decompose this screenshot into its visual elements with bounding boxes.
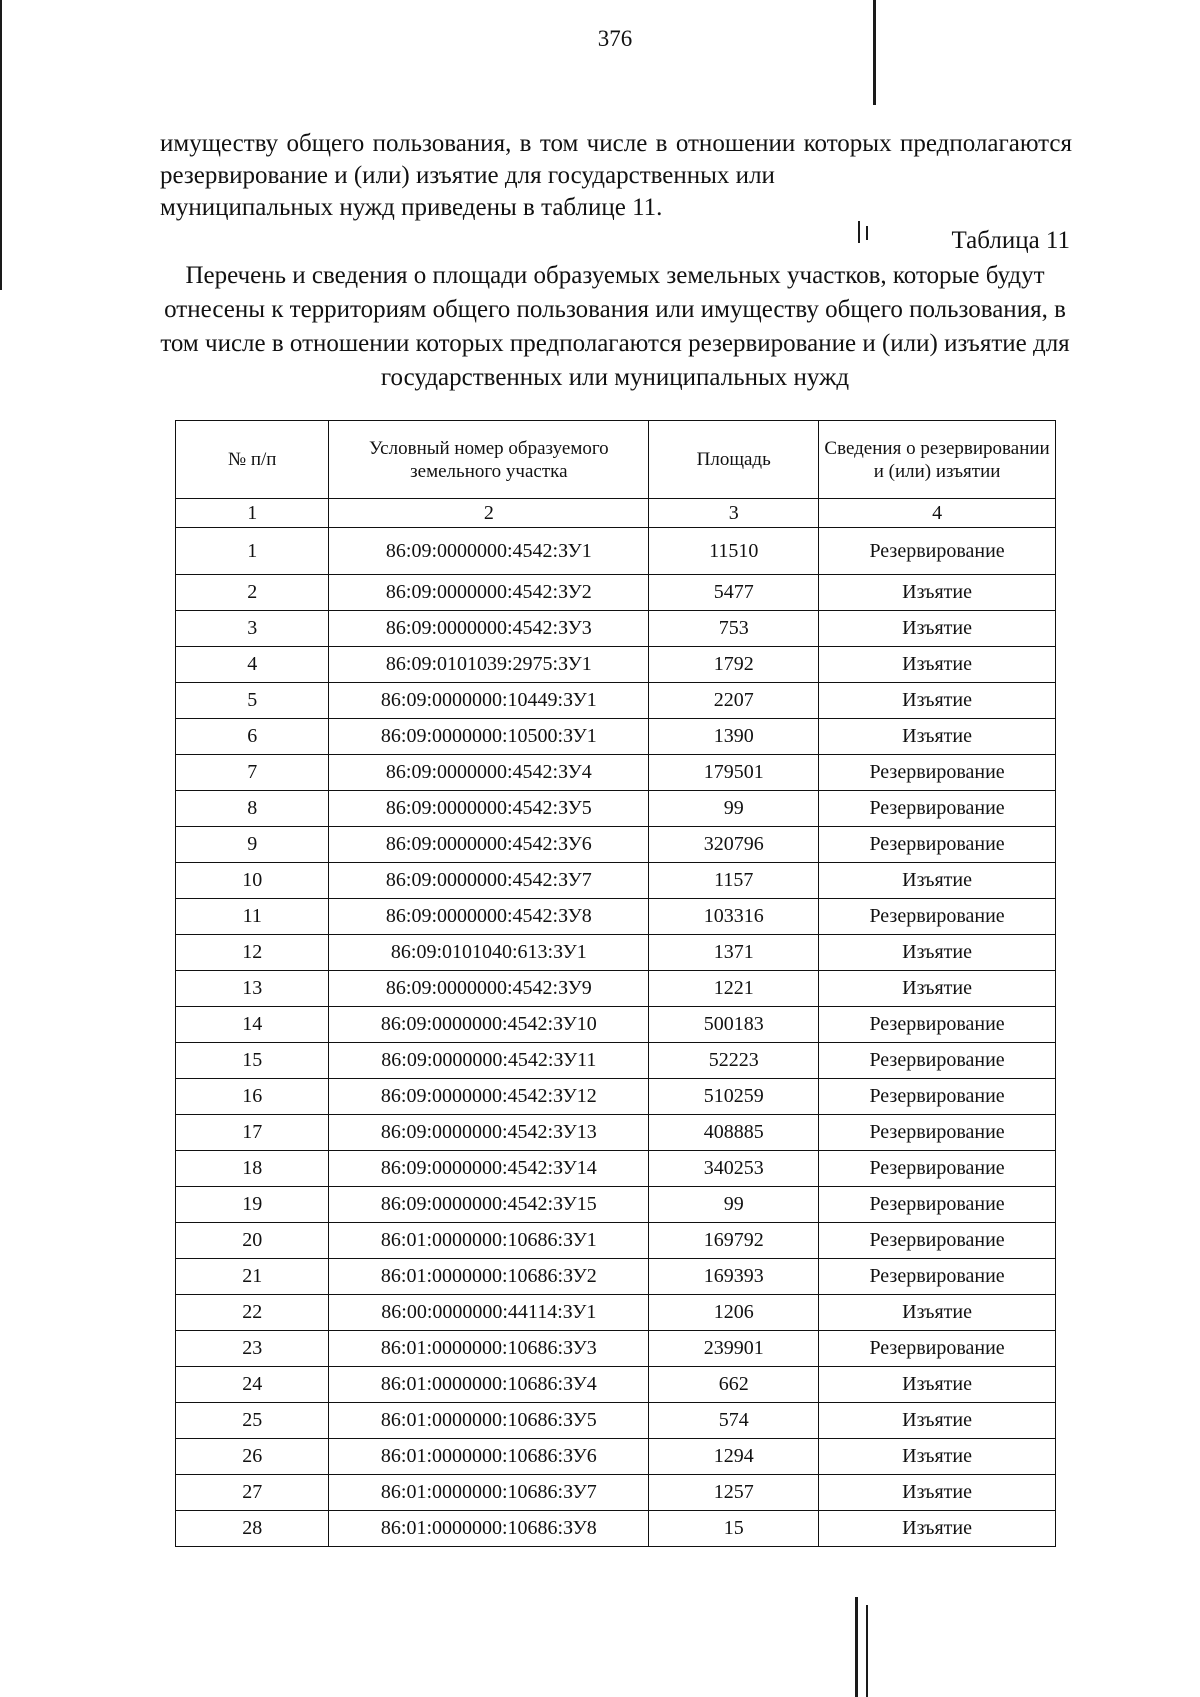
- cell-plot-id: 86:01:0000000:10686:ЗУ4: [329, 1367, 649, 1403]
- cell-area: 1294: [649, 1439, 819, 1475]
- cell-area: 5477: [649, 575, 819, 611]
- cell-plot-id: 86:09:0000000:4542:ЗУ7: [329, 863, 649, 899]
- table-title: Перечень и сведения о площади образуемых земельных участков, которые будут отнесены к территориям общего пользования или имуществу общего пользования, в том числе в отношении которых предполагаются резервирование и (или) изъятие для государственных или муниципальных нужд: [160, 262, 1070, 391]
- cell-info: Изъятие: [819, 1439, 1056, 1475]
- table-row: [176, 1115, 1056, 1151]
- cell-number: 10: [176, 863, 329, 899]
- cell-area: 510259: [649, 1079, 819, 1115]
- cell-number: 18: [176, 1151, 329, 1187]
- cell-plot-id: 86:09:0000000:4542:ЗУ9: [329, 971, 649, 1007]
- cell-plot-id: 86:01:0000000:10686:ЗУ6: [329, 1439, 649, 1475]
- cell-number: 21: [176, 1259, 329, 1295]
- cell-info: Резервирование: [819, 1079, 1056, 1115]
- cell-plot-id: 86:09:0000000:10500:ЗУ1: [329, 719, 649, 755]
- cell-area: 320796: [649, 827, 819, 863]
- cell-number: 17: [176, 1115, 329, 1151]
- table-row: [176, 575, 1056, 611]
- table-row: [176, 647, 1056, 683]
- cell-area: 500183: [649, 1007, 819, 1043]
- cell-info: Резервирование: [819, 1043, 1056, 1079]
- cell-area: 1206: [649, 1295, 819, 1331]
- cell-plot-id: 86:09:0000000:4542:ЗУ6: [329, 827, 649, 863]
- cell-plot-id: 86:09:0000000:4542:ЗУ3: [329, 611, 649, 647]
- column-number: 4: [819, 499, 1056, 528]
- cell-number: 4: [176, 647, 329, 683]
- cell-info: Резервирование: [819, 1151, 1056, 1187]
- intro-text: имуществу общего пользования, в том числе в отношении которых предполагаются резервирование и (или) изъятие для государственных или: [160, 130, 1072, 189]
- cell-plot-id: 86:09:0000000:4542:ЗУ14: [329, 1151, 649, 1187]
- table-row: [176, 863, 1056, 899]
- cell-number: 26: [176, 1439, 329, 1475]
- cell-plot-id: 86:01:0000000:10686:ЗУ2: [329, 1259, 649, 1295]
- cell-number: 5: [176, 683, 329, 719]
- table-row: [176, 683, 1056, 719]
- header-number: № п/п: [176, 421, 329, 499]
- cell-info: Резервирование: [819, 1331, 1056, 1367]
- cell-info: Изъятие: [819, 647, 1056, 683]
- cell-plot-id: 86:09:0101040:613:ЗУ1: [329, 935, 649, 971]
- header-info: Сведения о резервировании и (или) изъятии: [819, 421, 1056, 499]
- table-row: [176, 791, 1056, 827]
- cell-info: Резервирование: [819, 1223, 1056, 1259]
- cell-number: 20: [176, 1223, 329, 1259]
- cell-plot-id: 86:09:0000000:4542:ЗУ10: [329, 1007, 649, 1043]
- cell-area: 340253: [649, 1151, 819, 1187]
- column-number: 2: [329, 499, 649, 528]
- cell-area: 1371: [649, 935, 819, 971]
- cell-info: Изъятие: [819, 1295, 1056, 1331]
- cell-area: 1390: [649, 719, 819, 755]
- binding-mark: [866, 226, 868, 240]
- binding-mark: [858, 221, 860, 243]
- table-row: [176, 1367, 1056, 1403]
- binding-mark: [873, 0, 876, 105]
- cell-number: 22: [176, 1295, 329, 1331]
- table-row: [176, 1511, 1056, 1547]
- cell-info: Резервирование: [819, 1007, 1056, 1043]
- cell-area: 169792: [649, 1223, 819, 1259]
- cell-number: 24: [176, 1367, 329, 1403]
- table-row: [176, 1043, 1056, 1079]
- cell-number: 16: [176, 1079, 329, 1115]
- table-row: [176, 1403, 1056, 1439]
- table-caption: Таблица 11: [951, 227, 1070, 254]
- cell-plot-id: 86:09:0000000:4542:ЗУ5: [329, 791, 649, 827]
- cell-plot-id: 86:09:0000000:4542:ЗУ11: [329, 1043, 649, 1079]
- cell-info: Изъятие: [819, 1511, 1056, 1547]
- cell-info: Изъятие: [819, 719, 1056, 755]
- table-row: [176, 755, 1056, 791]
- column-number: 1: [176, 499, 329, 528]
- binding-mark: [866, 1605, 868, 1697]
- cell-number: 6: [176, 719, 329, 755]
- cell-plot-id: 86:01:0000000:10686:ЗУ3: [329, 1331, 649, 1367]
- table-row: [176, 1007, 1056, 1043]
- cell-plot-id: 86:01:0000000:10686:ЗУ5: [329, 1403, 649, 1439]
- cell-number: 2: [176, 575, 329, 611]
- table-row: [176, 611, 1056, 647]
- cell-plot-id: 86:09:0000000:4542:ЗУ15: [329, 1187, 649, 1223]
- cell-number: 8: [176, 791, 329, 827]
- cell-number: 14: [176, 1007, 329, 1043]
- cell-info: Изъятие: [819, 1403, 1056, 1439]
- table-row: [176, 1187, 1056, 1223]
- cell-area: 408885: [649, 1115, 819, 1151]
- cell-info: Резервирование: [819, 827, 1056, 863]
- cell-number: 13: [176, 971, 329, 1007]
- cell-number: 23: [176, 1331, 329, 1367]
- cell-area: 753: [649, 611, 819, 647]
- header-area: Площадь: [649, 421, 819, 499]
- cell-area: 179501: [649, 755, 819, 791]
- cell-number: 19: [176, 1187, 329, 1223]
- cell-info: Изъятие: [819, 1367, 1056, 1403]
- cell-area: 1157: [649, 863, 819, 899]
- cell-number: 3: [176, 611, 329, 647]
- cell-area: 15: [649, 1511, 819, 1547]
- table-row: [176, 1331, 1056, 1367]
- cell-info: Изъятие: [819, 935, 1056, 971]
- column-number: 3: [649, 499, 819, 528]
- cell-area: 1257: [649, 1475, 819, 1511]
- cell-number: 11: [176, 899, 329, 935]
- page-number: 376: [597, 26, 633, 51]
- cell-number: 15: [176, 1043, 329, 1079]
- cell-plot-id: 86:01:0000000:10686:ЗУ7: [329, 1475, 649, 1511]
- cell-area: 52223: [649, 1043, 819, 1079]
- cell-area: 574: [649, 1403, 819, 1439]
- cell-plot-id: 86:09:0000000:10449:ЗУ1: [329, 683, 649, 719]
- cell-number: 28: [176, 1511, 329, 1547]
- cell-plot-id: 86:09:0000000:4542:ЗУ1: [329, 528, 649, 575]
- table-row: [176, 1475, 1056, 1511]
- cell-number: 7: [176, 755, 329, 791]
- cell-area: 99: [649, 791, 819, 827]
- cell-plot-id: 86:09:0000000:4542:ЗУ8: [329, 899, 649, 935]
- cell-number: 1: [176, 528, 329, 575]
- cell-info: Изъятие: [819, 683, 1056, 719]
- cell-info: Изъятие: [819, 863, 1056, 899]
- table-body: [176, 528, 1056, 1547]
- cell-info: Резервирование: [819, 791, 1056, 827]
- table-header-row: [176, 421, 1056, 499]
- cell-plot-id: 86:09:0000000:4542:ЗУ2: [329, 575, 649, 611]
- cell-area: 2207: [649, 683, 819, 719]
- cell-number: 25: [176, 1403, 329, 1439]
- cell-plot-id: 86:09:0000000:4542:ЗУ4: [329, 755, 649, 791]
- cell-info: Изъятие: [819, 1475, 1056, 1511]
- intro-text-last-line: муниципальных нужд приведены в таблице 11.: [160, 194, 663, 221]
- cell-info: Резервирование: [819, 1187, 1056, 1223]
- table-row: [176, 971, 1056, 1007]
- header-plot-id: Условный номер образуемого земельного участка: [329, 421, 649, 499]
- cell-plot-id: 86:09:0000000:4542:ЗУ12: [329, 1079, 649, 1115]
- intro-paragraph: [160, 128, 1072, 224]
- binding-mark: [855, 1597, 858, 1697]
- cell-area: 1792: [649, 647, 819, 683]
- table-row: [176, 935, 1056, 971]
- cell-info: Резервирование: [819, 1259, 1056, 1295]
- cell-number: 12: [176, 935, 329, 971]
- cell-area: 11510: [649, 528, 819, 575]
- table-row: [176, 1439, 1056, 1475]
- table-row: [176, 899, 1056, 935]
- table-row: [176, 1259, 1056, 1295]
- cell-info: Изъятие: [819, 971, 1056, 1007]
- cell-plot-id: 86:09:0000000:4542:ЗУ13: [329, 1115, 649, 1151]
- cell-info: Резервирование: [819, 755, 1056, 791]
- cell-info: Резервирование: [819, 528, 1056, 575]
- table-row: [176, 719, 1056, 755]
- cell-info: Резервирование: [819, 899, 1056, 935]
- column-number-row: [176, 499, 1056, 528]
- table-row: [176, 1223, 1056, 1259]
- cell-area: 99: [649, 1187, 819, 1223]
- cell-plot-id: 86:01:0000000:10686:ЗУ8: [329, 1511, 649, 1547]
- table-row: [176, 827, 1056, 863]
- cell-info: Изъятие: [819, 611, 1056, 647]
- cell-plot-id: 86:01:0000000:10686:ЗУ1: [329, 1223, 649, 1259]
- table-row: [176, 1079, 1056, 1115]
- cell-number: 27: [176, 1475, 329, 1511]
- table-row: [176, 528, 1056, 575]
- cell-number: 9: [176, 827, 329, 863]
- table-row: [176, 1151, 1056, 1187]
- cell-area: 1221: [649, 971, 819, 1007]
- table-row: [176, 1295, 1056, 1331]
- cell-plot-id: 86:00:0000000:44114:ЗУ1: [329, 1295, 649, 1331]
- cell-plot-id: 86:09:0101039:2975:ЗУ1: [329, 647, 649, 683]
- land-plots-table: [175, 420, 1056, 1547]
- cell-info: Изъятие: [819, 575, 1056, 611]
- cell-area: 169393: [649, 1259, 819, 1295]
- cell-area: 662: [649, 1367, 819, 1403]
- cell-info: Резервирование: [819, 1115, 1056, 1151]
- cell-area: 103316: [649, 899, 819, 935]
- cell-area: 239901: [649, 1331, 819, 1367]
